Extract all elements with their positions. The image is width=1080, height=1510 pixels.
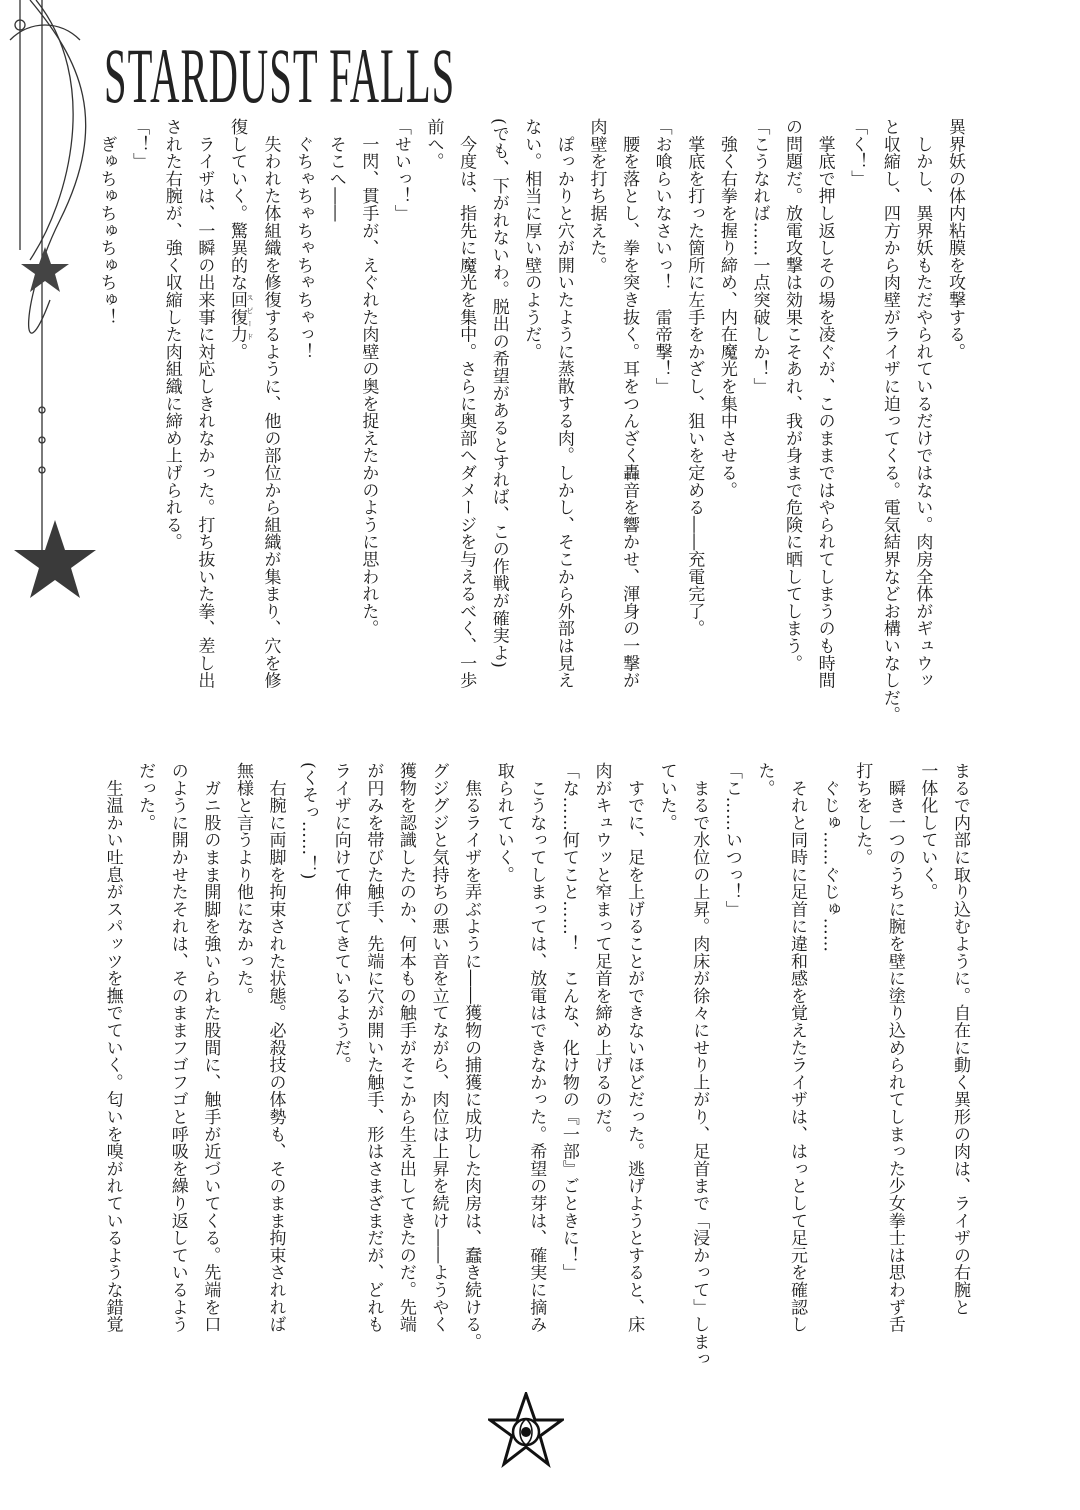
- text-column: すでに、足を上げることができないほどだった。逃げようとすると、床: [624, 762, 645, 1333]
- text-column: ぎゅちゅちゅちゅちゅ！: [96, 118, 117, 326]
- title-logo: [104, 32, 456, 119]
- text-column: しかし、異界妖もただやられているだけではない。肉房全体がギュウッ: [912, 118, 933, 689]
- text-column: 「く！」: [847, 118, 868, 188]
- text-column: 肉壁を打ち据えた。: [586, 118, 607, 274]
- text-column: まるで内部に取り込むように。自在に動く異形の肉は、ライザの右腕と: [950, 762, 970, 1316]
- text-column: グジグジと気持ちの悪い音を立てながら、肉位は上昇を続け――ようやく: [428, 762, 449, 1333]
- small-star-icon: [21, 247, 69, 292]
- text-segment: 復していく。驚異的な: [226, 118, 247, 291]
- text-block-bottom: [96, 762, 976, 1382]
- text-column: のように開かせたそれは、そのままフゴフゴと呼吸を繰り返しているよう: [167, 762, 188, 1333]
- text-column: [220, 118, 254, 718]
- text-column: の問題だ。放電攻撃は効果こそあれ、我が身まで危険に晒してしまう。: [782, 118, 803, 672]
- text-column: ていた。: [656, 762, 677, 832]
- text-column: ライザは、一瞬の出来事に対応しきれなかった。打ち抜いた拳、差し出: [194, 118, 215, 689]
- text-column: 異界妖の体内粘膜を攻撃する。: [945, 118, 965, 361]
- text-column: 腰を落とし、拳を突き抜く。耳をつんざく轟音を響かせ、渾身の一撃が: [619, 118, 640, 689]
- text-column: 瞬き一つのうちに腕を壁に塗り込められてしまった少女拳士は思わず舌: [884, 762, 905, 1333]
- text-column: ぐちゃちゃちゃちゃちゃっ！: [293, 118, 314, 361]
- text-column: 無様と言うより他になかった。: [232, 762, 253, 1005]
- text-column: それと同時に足首に違和感を覚えたライザは、はっとして足元を確認し: [787, 762, 808, 1333]
- text-column: が円みを帯びた触手、先端に穴が開いた触手、形はさまざまだが、どれも: [363, 762, 384, 1333]
- text-column: 「せいっ！」: [390, 118, 411, 222]
- text-column: ライザに向けて伸びてきているようだ。: [330, 762, 351, 1074]
- text-column: 掌底を打った箇所に左手をかざし、狙いを定める――充電完了。: [684, 118, 705, 637]
- text-column: (くそっ……！): [298, 762, 319, 880]
- ruby-base: 回復力: [226, 291, 247, 343]
- text-column: 獲物を認識したのか、何本もの触手がそこから生え出してきたのだ。先端: [395, 762, 416, 1333]
- text-column: 強く右拳を握り締め、内在魔光を集中させる。: [716, 118, 737, 499]
- text-column: 「お喰らいなさいっ！ 雷帝撃！」: [651, 118, 672, 395]
- text-column: そこへ――: [325, 118, 346, 222]
- text-column: まるで水位の上昇。肉床が徐々にせり上がり、足首まで「浸かって」しまっ: [689, 762, 710, 1368]
- text-column: 右腕に両脚を拘束された状態。必殺技の体勢も、そのまま拘束されれば: [265, 762, 286, 1333]
- text-column: ない。相当に厚い壁のようだ。: [521, 118, 542, 361]
- text-column: 「！」: [129, 118, 150, 170]
- text-column: された右腕が、強く収縮した肉組織に締め上げられる。: [161, 118, 182, 551]
- text-column: ぐじゅ……ぐじゅ……: [819, 762, 840, 953]
- text-column: だった。: [135, 762, 156, 832]
- text-column: 肉がキュウッと窄まって足首を締め上げるのだ。: [591, 762, 612, 1143]
- text-column: 失われた体組織を修復するように、他の部位から組織が集まり、穴を修: [260, 118, 281, 689]
- title-text: STARDUST FALLS: [104, 32, 456, 119]
- text-column: 前へ。: [423, 118, 444, 170]
- text-column: た。: [754, 762, 775, 797]
- text-column: 取られていく。: [493, 762, 514, 884]
- text-column: 一体化していく。: [917, 762, 938, 901]
- text-segment: 。: [226, 342, 247, 361]
- text-column: 打ちをした。: [852, 762, 873, 866]
- large-star-icon: [14, 520, 96, 598]
- text-column: 「な……何てこと……！ こんな、化け物の『一部』ごときに！」: [558, 762, 579, 1281]
- ruby-reading: スピード: [245, 291, 254, 343]
- text-column: 一閃、貫手が、えぐれた肉壁の奥を捉えたかのように思われた。: [358, 118, 379, 637]
- text-column: こうなってしまっては、放電はできなかった。希望の芽は、確実に摘み: [526, 762, 547, 1333]
- ruby-word: [226, 291, 254, 343]
- text-column: ガニ股のまま開脚を強いられた股間に、触手が近づいてくる。先端を口: [200, 762, 221, 1333]
- text-column: 「こうなれば……一点突破しか！」: [749, 118, 770, 395]
- text-column: 掌底で押し返しその場を凌ぐが、このままではやられてしまうのも時間: [814, 118, 835, 689]
- text-column: 焦るライザを弄ぶように――獲物の捕獲に成功した肉房は、蠢き続ける。: [461, 762, 482, 1351]
- text-column: 今度は、指先に魔光を集中。さらに奥部へダメージを与えるべく、一歩: [456, 118, 477, 689]
- text-block-top: [90, 118, 971, 724]
- text-column: 生温かい吐息がスパッツを撫でていく。匂いを嗅がれているような錯覚: [102, 762, 123, 1333]
- text-column: ぽっかりと穴が開いたように蒸散する肉。しかし、そこから外部は見え: [553, 118, 574, 689]
- text-column: と収縮し、四方から肉壁がライザに迫ってくる。電気結界などお構いなしだ。: [879, 118, 900, 724]
- text-column: 「こ……いつっ！」: [721, 762, 742, 918]
- star-ornament-icon: [488, 1392, 564, 1468]
- text-column: (でも、下がれないわ。脱出の希望があるとすれば、この作戦が確実よ): [488, 118, 509, 669]
